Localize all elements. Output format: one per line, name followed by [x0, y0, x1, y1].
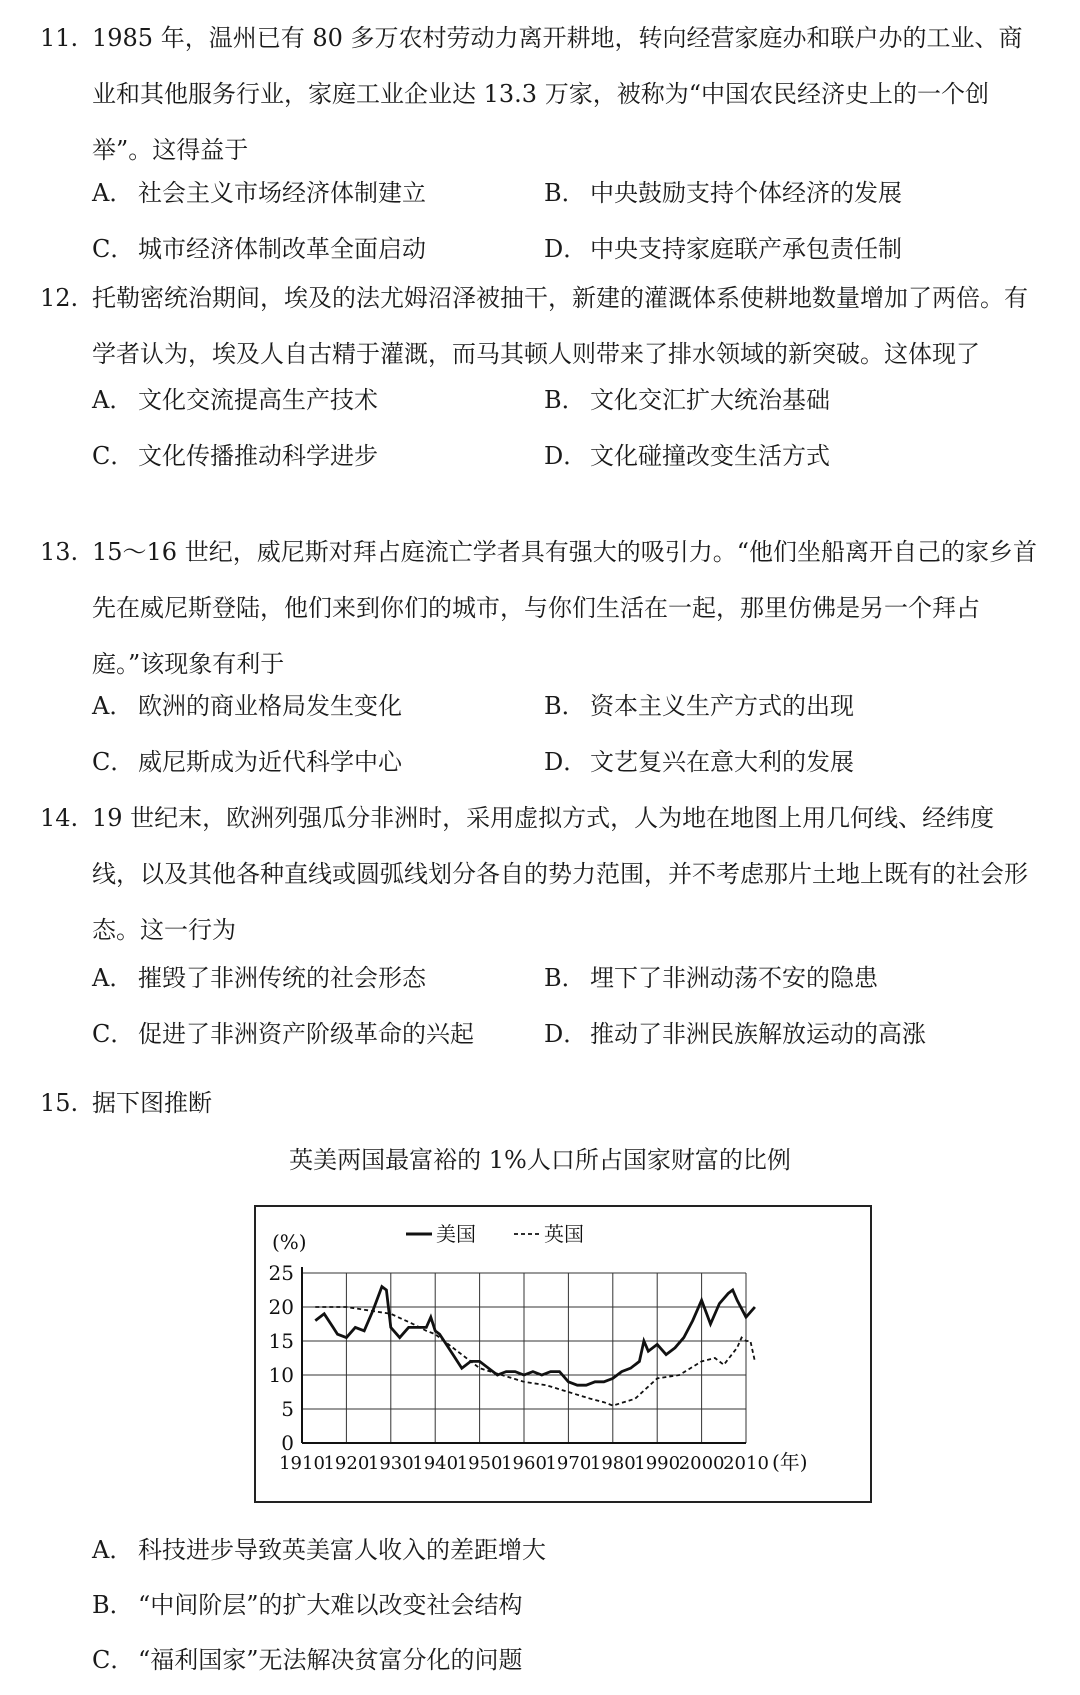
- option-c[interactable]: C． “福利国家”无法解决贫富分化的问题: [92, 1646, 523, 1674]
- option-a[interactable]: A． 科技进步导致英美富人收入的差距增大: [92, 1536, 546, 1564]
- legend-label: 英国: [544, 1222, 584, 1246]
- x-tick-label: 1990: [634, 1453, 681, 1474]
- option-b[interactable]: B． 资本主义生产方式的出现: [544, 692, 854, 720]
- option-a[interactable]: A． 社会主义市场经济体制建立: [92, 179, 426, 207]
- question-13: [40, 524, 1040, 692]
- x-tick-label: 1930: [367, 1453, 414, 1474]
- x-tick-label: 1940: [412, 1453, 459, 1474]
- question-13-options: [92, 678, 1052, 790]
- question-11-options: [92, 165, 1052, 277]
- chart-grid: [302, 1273, 746, 1443]
- x-axis-unit-label: (年): [772, 1450, 808, 1474]
- series-line-us: [315, 1287, 755, 1386]
- question-stem: 19 世纪末，欧洲列强瓜分非洲时，采用虚拟方式，人为地在地图上用几何线、经纬度线，以及其他各种直线或圆弧线划分各自的势力范围，并不考虑那片土地上既有的社会形态。这一行为: [92, 804, 1028, 944]
- option-b[interactable]: B． “中间阶层”的扩大难以改变社会结构: [92, 1591, 523, 1619]
- series-line-uk: [315, 1307, 755, 1406]
- y-tick-label: 0: [281, 1431, 294, 1455]
- y-tick-label: 5: [281, 1397, 294, 1421]
- x-tick-label: 1980: [589, 1453, 636, 1474]
- wealth-share-line-chart: [256, 1207, 870, 1501]
- question-number: 15.: [40, 1089, 79, 1117]
- question-15: [40, 1075, 1040, 1131]
- option-b[interactable]: B． 埋下了非洲动荡不安的隐患: [544, 964, 878, 992]
- chart-series: [315, 1287, 755, 1406]
- y-axis-unit-label: (%): [272, 1230, 307, 1254]
- option-d[interactable]: D． 文艺复兴在意大利的发展: [544, 748, 854, 776]
- chart-legend: [406, 1222, 584, 1246]
- question-number: 11.: [40, 24, 79, 52]
- question-14-options: [92, 950, 1052, 1062]
- option-a[interactable]: A． 欧洲的商业格局发生变化: [92, 692, 402, 720]
- question-stem: 托勒密统治期间，埃及的法尤姆沼泽被抽干，新建的灌溉体系使耕地数量增加了两倍。有学者认为，埃及人自古精于灌溉，而马其顿人则带来了排水领域的新突破。这体现了: [92, 284, 1028, 368]
- x-tick-label: 1910: [279, 1453, 325, 1474]
- x-tick-label: 1960: [501, 1453, 547, 1474]
- x-tick-label: 2010: [723, 1453, 769, 1474]
- option-b[interactable]: B． 文化交汇扩大统治基础: [544, 386, 830, 414]
- y-tick-label: 25: [268, 1261, 294, 1285]
- x-tick-label: 1950: [456, 1453, 503, 1474]
- x-tick-label: 1920: [323, 1453, 370, 1474]
- question-11: [40, 10, 1040, 178]
- option-c[interactable]: C． 威尼斯成为近代科学中心: [92, 748, 402, 776]
- question-number: 13.: [40, 538, 79, 566]
- question-14: [40, 790, 1040, 958]
- x-tick-label: 2000: [678, 1453, 725, 1474]
- question-number: 12.: [40, 284, 79, 312]
- chart-axes: [269, 1230, 808, 1474]
- question-12-options: [92, 372, 1052, 484]
- question-stem: 据下图推断: [92, 1089, 212, 1117]
- question-stem: 15～16 世纪，威尼斯对拜占庭流亡学者具有强大的吸引力。“他们坐船离开自己的家乡首先在威尼斯登陆，他们来到你们的城市，与你们生活在一起，那里仿佛是另一个拜占庭。”该现象有利于: [92, 538, 1037, 678]
- y-tick-label: 10: [268, 1363, 294, 1387]
- y-tick-label: 15: [268, 1329, 294, 1353]
- option-a[interactable]: A． 摧毁了非洲传统的社会形态: [92, 964, 426, 992]
- option-d[interactable]: D． 推动了非洲民族解放运动的高涨: [544, 1020, 926, 1048]
- option-c[interactable]: C． 促进了非洲资产阶级革命的兴起: [92, 1020, 474, 1048]
- chart-frame: [254, 1205, 872, 1503]
- option-b[interactable]: B． 中央鼓励支持个体经济的发展: [544, 179, 902, 207]
- question-number: 14.: [40, 804, 79, 832]
- chart-title: 英美两国最富裕的 1%人口所占国家财富的比例: [289, 1146, 791, 1174]
- option-d[interactable]: D． 文化碰撞改变生活方式: [544, 442, 830, 470]
- option-d[interactable]: D． 中央支持家庭联产承包责任制: [544, 235, 902, 263]
- question-stem: 1985 年，温州已有 80 多万农村劳动力离开耕地，转向经营家庭办和联户办的工业、商业和其他服务行业，家庭工业企业达 13.3 万家，被称为“中国农民经济史上的一个创举”。这得益于: [92, 24, 1023, 164]
- option-c[interactable]: C． 城市经济体制改革全面启动: [92, 235, 426, 263]
- question-12: [40, 270, 1040, 382]
- option-c[interactable]: C． 文化传播推动科学进步: [92, 442, 378, 470]
- option-a[interactable]: A． 文化交流提高生产技术: [92, 386, 378, 414]
- legend-label: 美国: [436, 1222, 476, 1246]
- x-tick-label: 1970: [545, 1453, 592, 1474]
- y-tick-label: 20: [268, 1295, 294, 1319]
